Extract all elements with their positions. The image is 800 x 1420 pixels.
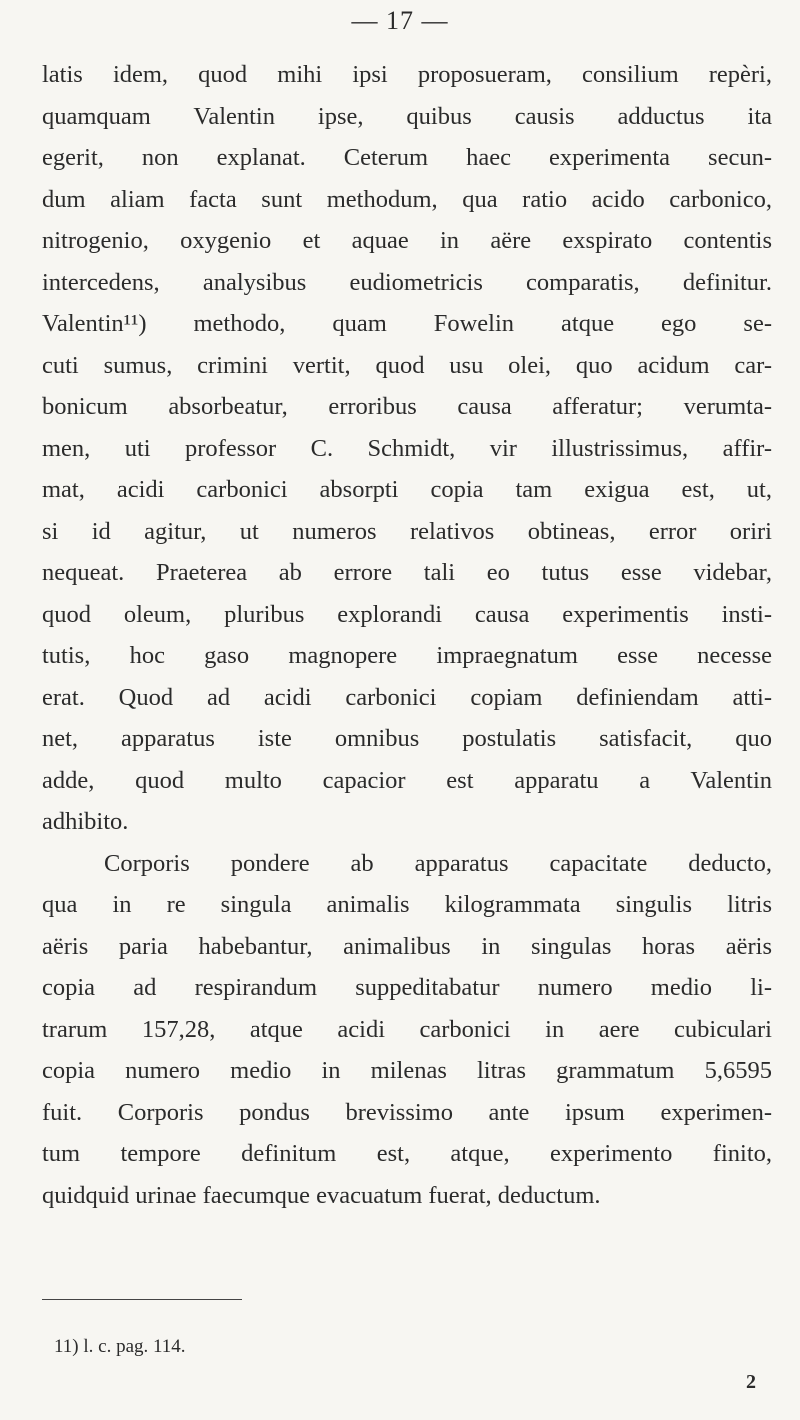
signature-mark: 2 bbox=[746, 1371, 756, 1393]
text-line: dum aliam facta sunt methodum, qua ratio acido carbonico, bbox=[42, 185, 772, 213]
text-line: latis idem, quod mihi ipsi proposueram, consilium repèri, bbox=[42, 61, 772, 88]
text-line: erat. Quod ad acidi carbonici copiam definiendam atti- bbox=[42, 683, 772, 711]
text-line: qua in re singula animalis kilogrammata singulis litris bbox=[42, 891, 772, 918]
text-line: copia ad respirandum suppeditabatur numero medio li- bbox=[42, 974, 772, 1001]
text-line: men, uti professor C. Schmidt, vir illustrissimus, affir- bbox=[42, 434, 772, 462]
text-line: quidquid urinae faecumque evacuatum fuerat, deductum. bbox=[42, 1181, 601, 1209]
text-line: bonicum absorbeatur, erroribus causa afferatur; verumta- bbox=[42, 393, 772, 420]
text-line: copia numero medio in milenas litras grammatum 5,6595 bbox=[42, 1057, 772, 1084]
text-line: si id agitur, ut numeros relativos obtineas, error oriri bbox=[42, 517, 772, 545]
text-line: cuti sumus, crimini vertit, quod usu olei, quo acidum car- bbox=[42, 351, 772, 379]
text-line: adhibito. bbox=[42, 808, 129, 835]
text-line: Valentin¹¹) methodo, quam Fowelin atque ego se- bbox=[42, 310, 772, 337]
text-line: tutis, hoc gaso magnopere impraegnatum esse necesse bbox=[42, 642, 772, 669]
text-line: fuit. Corporis pondus brevissimo ante ipsum experimen- bbox=[42, 1098, 772, 1126]
text-line: aëris paria habebantur, animalibus in singulas horas aëris bbox=[42, 932, 772, 960]
text-line: quod oleum, pluribus explorandi causa experimentis insti- bbox=[42, 600, 772, 628]
text-line: nitrogenio, oxygenio et aquae in aëre exspirato contentis bbox=[42, 227, 772, 254]
footnote-rule bbox=[42, 1299, 242, 1300]
text-line: tum tempore definitum est, atque, experimento finito, bbox=[42, 1140, 772, 1167]
text-line: adde, quod multo capacior est apparatu a Valentin bbox=[42, 766, 772, 794]
text-line: intercedens, analysibus eudiometricis comparatis, definitur. bbox=[42, 268, 772, 296]
page-number: — 17 — bbox=[351, 6, 449, 35]
text-line: mat, acidi carbonici absorpti copia tam exigua est, ut, bbox=[42, 476, 772, 503]
text-line: net, apparatus iste omnibus postulatis satisfacit, quo bbox=[42, 725, 772, 752]
text-line: Corporis pondere ab apparatus capacitate deducto, bbox=[104, 849, 772, 877]
text-line: quamquam Valentin ipse, quibus causis adductus ita bbox=[42, 102, 772, 130]
text-line: nequeat. Praeterea ab errore tali eo tutus esse videbar, bbox=[42, 559, 772, 586]
text-line: egerit, non explanat. Ceterum haec experimenta secun- bbox=[42, 144, 772, 171]
text-line: trarum 157,28, atque acidi carbonici in aere cubiculari bbox=[42, 1015, 772, 1043]
body-text bbox=[42, 54, 772, 1216]
footnote: 11) l. c. pag. 114. bbox=[54, 1336, 186, 1357]
